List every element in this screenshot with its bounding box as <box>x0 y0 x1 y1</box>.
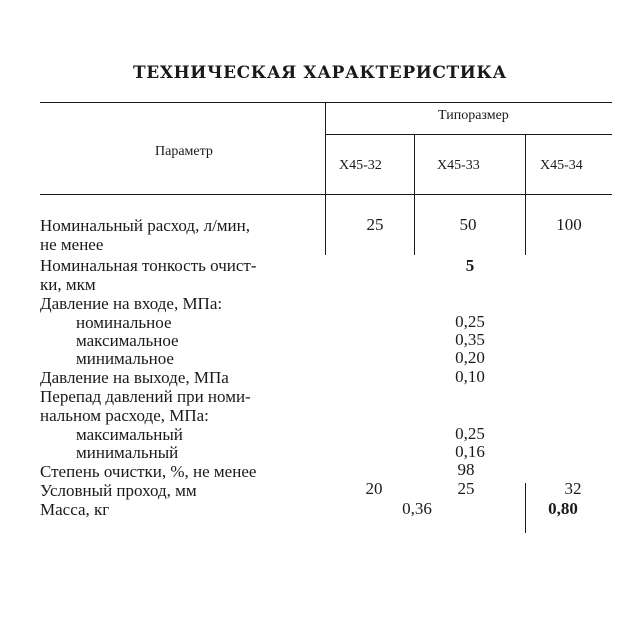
flow-value-3: 100 <box>556 215 582 234</box>
pressure-drop-min-label: минимальный <box>76 443 179 462</box>
mass-value-small: 0,36 <box>402 499 432 518</box>
fineness-label-line1: Номинальная тонкость очист- <box>40 256 257 275</box>
fineness-value: 5 <box>465 256 475 275</box>
pressure-drop-label-line2: нальном расходе, МПа: <box>40 406 209 425</box>
cleaning-degree-label: Степень очистки, %, не менее <box>40 462 257 481</box>
page-title: ТЕХНИЧЕСКАЯ ХАРАКТЕРИСТИКА <box>133 63 507 83</box>
outlet-pressure-label: Давление на выходе, МПа <box>40 368 229 387</box>
model-header-3: Х45-34 <box>540 158 583 173</box>
table-top-rule <box>40 102 612 103</box>
nominal-bore-value-2: 25 <box>457 479 475 498</box>
param-column-header: Параметр <box>155 144 213 159</box>
param-column-divider <box>325 103 326 255</box>
inlet-nominal-value: 0,25 <box>455 312 485 331</box>
nominal-bore-value-1: 20 <box>365 479 383 498</box>
size-group-rule <box>326 134 612 135</box>
inlet-nominal-label: номинальное <box>76 313 172 332</box>
nominal-bore-label: Условный проход, мм <box>40 481 197 500</box>
flow-value-1: 25 <box>366 215 384 234</box>
cleaning-degree-value: 98 <box>457 460 475 479</box>
header-bottom-rule <box>40 194 612 195</box>
size-group-header: Типоразмер <box>438 108 509 123</box>
pressure-drop-max-value: 0,25 <box>455 424 485 443</box>
model-divider-1 <box>414 135 415 255</box>
model-header-2: Х45-33 <box>437 158 480 173</box>
mass-label: Масса, кг <box>40 500 110 519</box>
pressure-drop-label-line1: Перепад давлений при номи- <box>40 387 251 406</box>
inlet-min-label: минимальное <box>76 349 174 368</box>
inlet-min-value: 0,20 <box>455 348 485 367</box>
pressure-drop-max-label: максимальный <box>76 425 183 444</box>
fineness-label-line2: ки, мкм <box>40 275 96 294</box>
model-divider-2 <box>525 135 526 255</box>
flow-value-2: 50 <box>459 215 477 234</box>
flow-label-line2: не менее <box>40 235 104 254</box>
inlet-pressure-label: Давление на входе, МПа: <box>40 294 223 313</box>
pressure-drop-min-value: 0,16 <box>455 442 485 461</box>
outlet-pressure-value: 0,10 <box>455 367 485 386</box>
mass-value-large: 0,80 <box>548 499 578 518</box>
flow-label-line1: Номинальный расход, л/мин, <box>40 216 250 235</box>
inlet-max-label: максимальное <box>76 331 179 350</box>
nominal-bore-value-3: 32 <box>564 479 582 498</box>
model-header-1: Х45-32 <box>339 158 382 173</box>
inlet-max-value: 0,35 <box>455 330 485 349</box>
